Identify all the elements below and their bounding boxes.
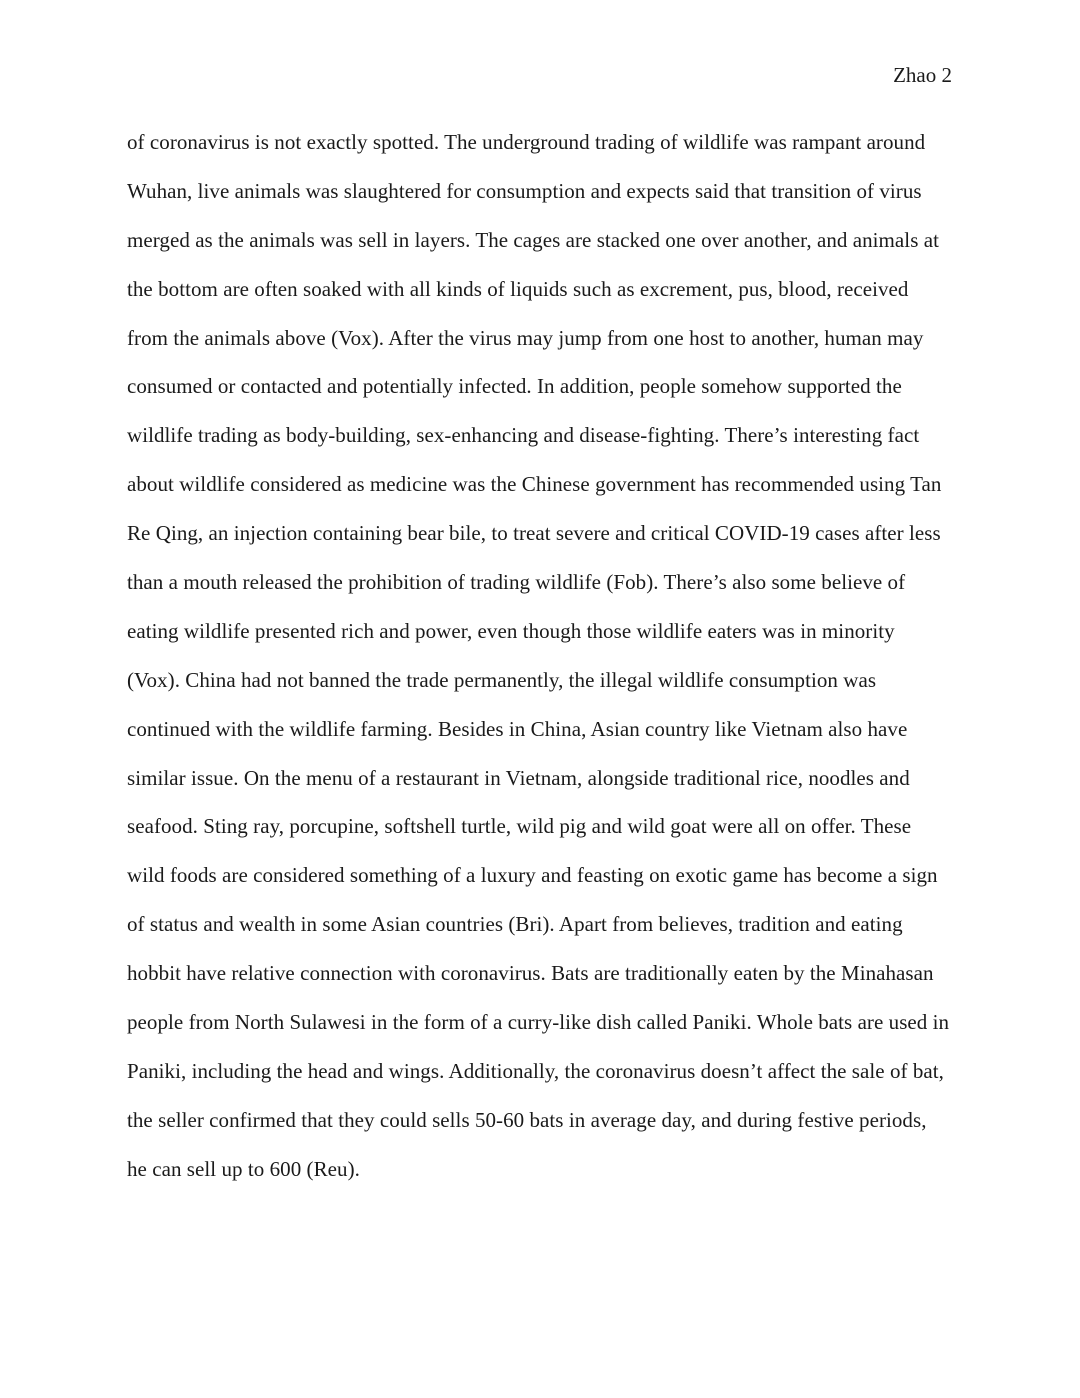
paragraph-line: similar issue. On the menu of a restaurant in Vietnam, alongside traditional rice, noodles and xyxy=(127,765,910,790)
paragraph-line: wildlife trading as body-building, sex-enhancing and disease-fighting. There’s interesting fact xyxy=(127,423,920,448)
paragraph-line: wild foods are considered something of a luxury and feasting on exotic game has become a sign xyxy=(127,863,938,888)
paragraph-line: he can sell up to 600 (Reu). xyxy=(127,1156,360,1181)
paragraph-line: seafood. Sting ray, porcupine, softshell turtle, wild pig and wild goat were all on offer. These xyxy=(127,814,912,839)
running-head-page-number: Zhao 2 xyxy=(893,63,952,87)
paragraph-line: of status and wealth in some Asian countries (Bri). Apart from believes, tradition and eating xyxy=(127,912,903,937)
paragraph-line: Paniki, including the head and wings. Additionally, the coronavirus doesn’t affect the sale of bat, xyxy=(127,1058,944,1083)
paragraph-line: hobbit have relative connection with coronavirus. Bats are traditionally eaten by the Minahasan xyxy=(127,961,934,986)
paragraph-line: merged as the animals was sell in layers. The cages are stacked one over another, and animals at xyxy=(127,227,939,252)
paragraph-line: eating wildlife presented rich and power, even though those wildlife eaters was in minority xyxy=(127,618,895,643)
paragraph-line: of coronavirus is not exactly spotted. The underground trading of wildlife was rampant around xyxy=(127,130,926,154)
paragraph-line: continued with the wildlife farming. Besides in China, Asian country like Vietnam also have xyxy=(127,716,908,741)
paragraph-line: about wildlife considered as medicine was the Chinese government has recommended using Tan xyxy=(127,472,942,497)
paragraph-line: than a mouth released the prohibition of trading wildlife (Fob). There’s also some believe of xyxy=(127,570,906,595)
paragraph-line: consumed or contacted and potentially infected. In addition, people somehow supported the xyxy=(127,374,902,399)
paragraph-line: (Vox). China had not banned the trade permanently, the illegal wildlife consumption was xyxy=(127,667,877,692)
paragraph-line: the bottom are often soaked with all kinds of liquids such as excrement, pus, blood, received xyxy=(127,276,909,301)
paragraph-line: from the animals above (Vox). After the virus may jump from one host to another, human may xyxy=(127,325,924,350)
paragraph-line: Re Qing, an injection containing bear bile, to treat severe and critical COVID-19 cases after less xyxy=(127,521,941,546)
paragraph-line: the seller confirmed that they could sells 50-60 bats in average day, and during festive periods, xyxy=(127,1107,927,1132)
paragraph-line: people from North Sulawesi in the form of a curry-like dish called Paniki. Whole bats are used in xyxy=(127,1010,950,1035)
essay-paragraph xyxy=(127,118,957,1194)
paragraph-line: Wuhan, live animals was slaughtered for consumption and expects said that transition of virus xyxy=(127,178,922,203)
